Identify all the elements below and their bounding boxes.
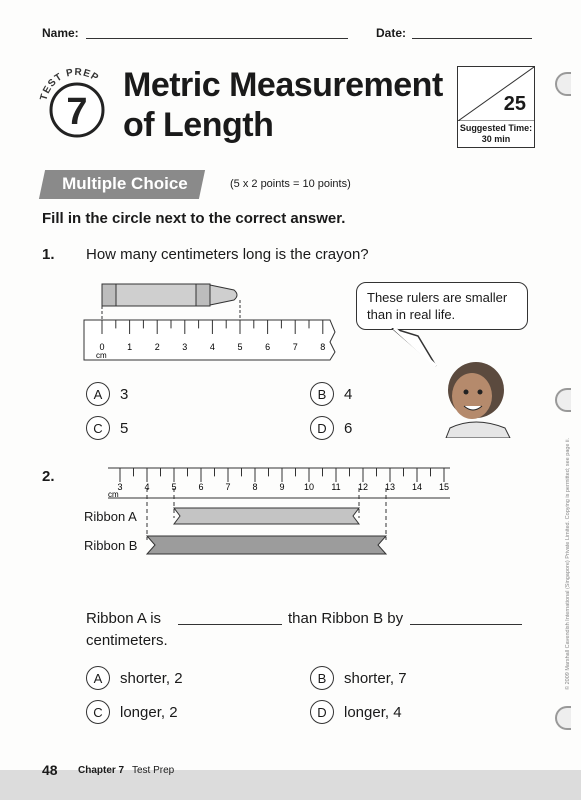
ruler-tick-label: 6 bbox=[198, 482, 204, 492]
badge-number: 7 bbox=[66, 91, 88, 133]
ruler-tick-label: 6 bbox=[265, 342, 271, 352]
test-prep-arc-label: TEST PREP bbox=[38, 66, 101, 102]
date-label: Date: bbox=[376, 26, 407, 40]
total-score: 25 bbox=[503, 93, 526, 115]
hole-punch-icon bbox=[555, 388, 571, 412]
suggested-time-value: 30 min bbox=[481, 134, 511, 144]
crayon-icon bbox=[102, 284, 237, 306]
ruler-tick-label: 1 bbox=[127, 342, 133, 352]
q2-sentence-start: Ribbon A is bbox=[86, 610, 162, 627]
q1-choice-b[interactable]: B 4 bbox=[310, 382, 352, 406]
ruler-tick-label: 15 bbox=[438, 482, 450, 492]
ruler-tick-label: 11 bbox=[331, 482, 341, 492]
ruler-unit-label: cm bbox=[108, 490, 119, 499]
q2-sentence-middle: than Ribbon B by bbox=[288, 610, 404, 627]
page-number: 48 bbox=[42, 762, 58, 778]
child-figure bbox=[380, 328, 530, 438]
q2-ruler-ticks bbox=[108, 468, 449, 499]
ruler-tick-label: 13 bbox=[384, 482, 396, 492]
ruler-tick-label: 3 bbox=[182, 342, 188, 352]
name-line[interactable] bbox=[86, 38, 348, 39]
suggested-time-label: Suggested Time: bbox=[459, 123, 533, 133]
ruler-tick-label: 3 bbox=[117, 482, 123, 492]
choice-circle: D bbox=[310, 416, 334, 440]
q2-choice-b[interactable]: B shorter, 7 bbox=[310, 666, 407, 690]
ruler-tick-label: 2 bbox=[154, 342, 160, 352]
choice-circle: B bbox=[310, 666, 334, 690]
ruler-tick-label: 4 bbox=[209, 342, 215, 352]
page-title-line2: of Length bbox=[123, 106, 274, 144]
footer-section: Test Prep bbox=[132, 765, 175, 776]
test-prep-badge bbox=[36, 62, 118, 144]
ruler-tick-label: 5 bbox=[237, 342, 243, 352]
ruler-tick-label: 10 bbox=[303, 482, 315, 492]
q1-choice-a[interactable]: A 3 bbox=[86, 382, 128, 406]
speech-bubble: These rulers are smaller than in real life. bbox=[356, 282, 528, 330]
q2-choice-c[interactable]: C longer, 2 bbox=[86, 700, 178, 724]
ribbon-b-label: Ribbon B bbox=[84, 538, 138, 553]
ruler-tick-label: 8 bbox=[320, 342, 326, 352]
q1-number: 1. bbox=[42, 246, 55, 263]
q2-choice-a[interactable]: A shorter, 2 bbox=[86, 666, 183, 690]
page-title: Metric Measurement bbox=[123, 66, 443, 104]
q1-choice-d[interactable]: D 6 bbox=[310, 416, 352, 440]
q2-blank-2[interactable] bbox=[410, 624, 522, 625]
choice-circle: A bbox=[86, 666, 110, 690]
ribbon-a-label: Ribbon A bbox=[84, 509, 137, 524]
ruler-tick-label: 9 bbox=[279, 482, 285, 492]
ruler-tick-label: 8 bbox=[252, 482, 258, 492]
q2-blank-1[interactable] bbox=[178, 624, 282, 625]
ruler-tick-label: 5 bbox=[171, 482, 177, 492]
points-box bbox=[457, 66, 535, 148]
ruler-tick-label: 14 bbox=[411, 482, 423, 492]
ribbon-b-shape bbox=[147, 536, 386, 554]
ruler-tick-label: 4 bbox=[144, 482, 150, 492]
section-points: (5 x 2 points = 10 points) bbox=[230, 178, 351, 190]
ruler-tick-label: 0 bbox=[99, 342, 105, 352]
ruler-unit-label: cm bbox=[96, 351, 107, 360]
choice-circle: A bbox=[86, 382, 110, 406]
q2-choice-d[interactable]: D longer, 4 bbox=[310, 700, 402, 724]
q1-text: How many centimeters long is the crayon? bbox=[86, 246, 369, 263]
choice-circle: D bbox=[310, 700, 334, 724]
instructions: Fill in the circle next to the correct answer. bbox=[42, 210, 346, 227]
choice-circle: C bbox=[86, 700, 110, 724]
choice-circle: B bbox=[310, 382, 334, 406]
hole-punch-icon bbox=[555, 706, 571, 730]
q2-number: 2. bbox=[42, 468, 55, 485]
q1-choice-c[interactable]: C 5 bbox=[86, 416, 128, 440]
date-line[interactable] bbox=[412, 38, 532, 39]
hole-punch-icon bbox=[555, 72, 571, 96]
ribbon-a-shape bbox=[174, 508, 359, 524]
ruler-tick-label: 7 bbox=[292, 342, 298, 352]
q2-sentence-end: centimeters. bbox=[86, 632, 168, 649]
choice-circle: C bbox=[86, 416, 110, 440]
ruler-tick-label: 12 bbox=[357, 482, 369, 492]
name-label: Name: bbox=[42, 26, 79, 40]
footer-chapter: Chapter 7 bbox=[78, 765, 125, 776]
side-copyright: © 2009 Marshall Cavendish International (Singapore) Private Limited. Copying is permitted; see page ii. bbox=[565, 438, 571, 690]
section-label: Multiple Choice bbox=[39, 170, 205, 199]
ruler-tick-label: 7 bbox=[225, 482, 231, 492]
q1-crayon-ruler bbox=[80, 280, 350, 364]
